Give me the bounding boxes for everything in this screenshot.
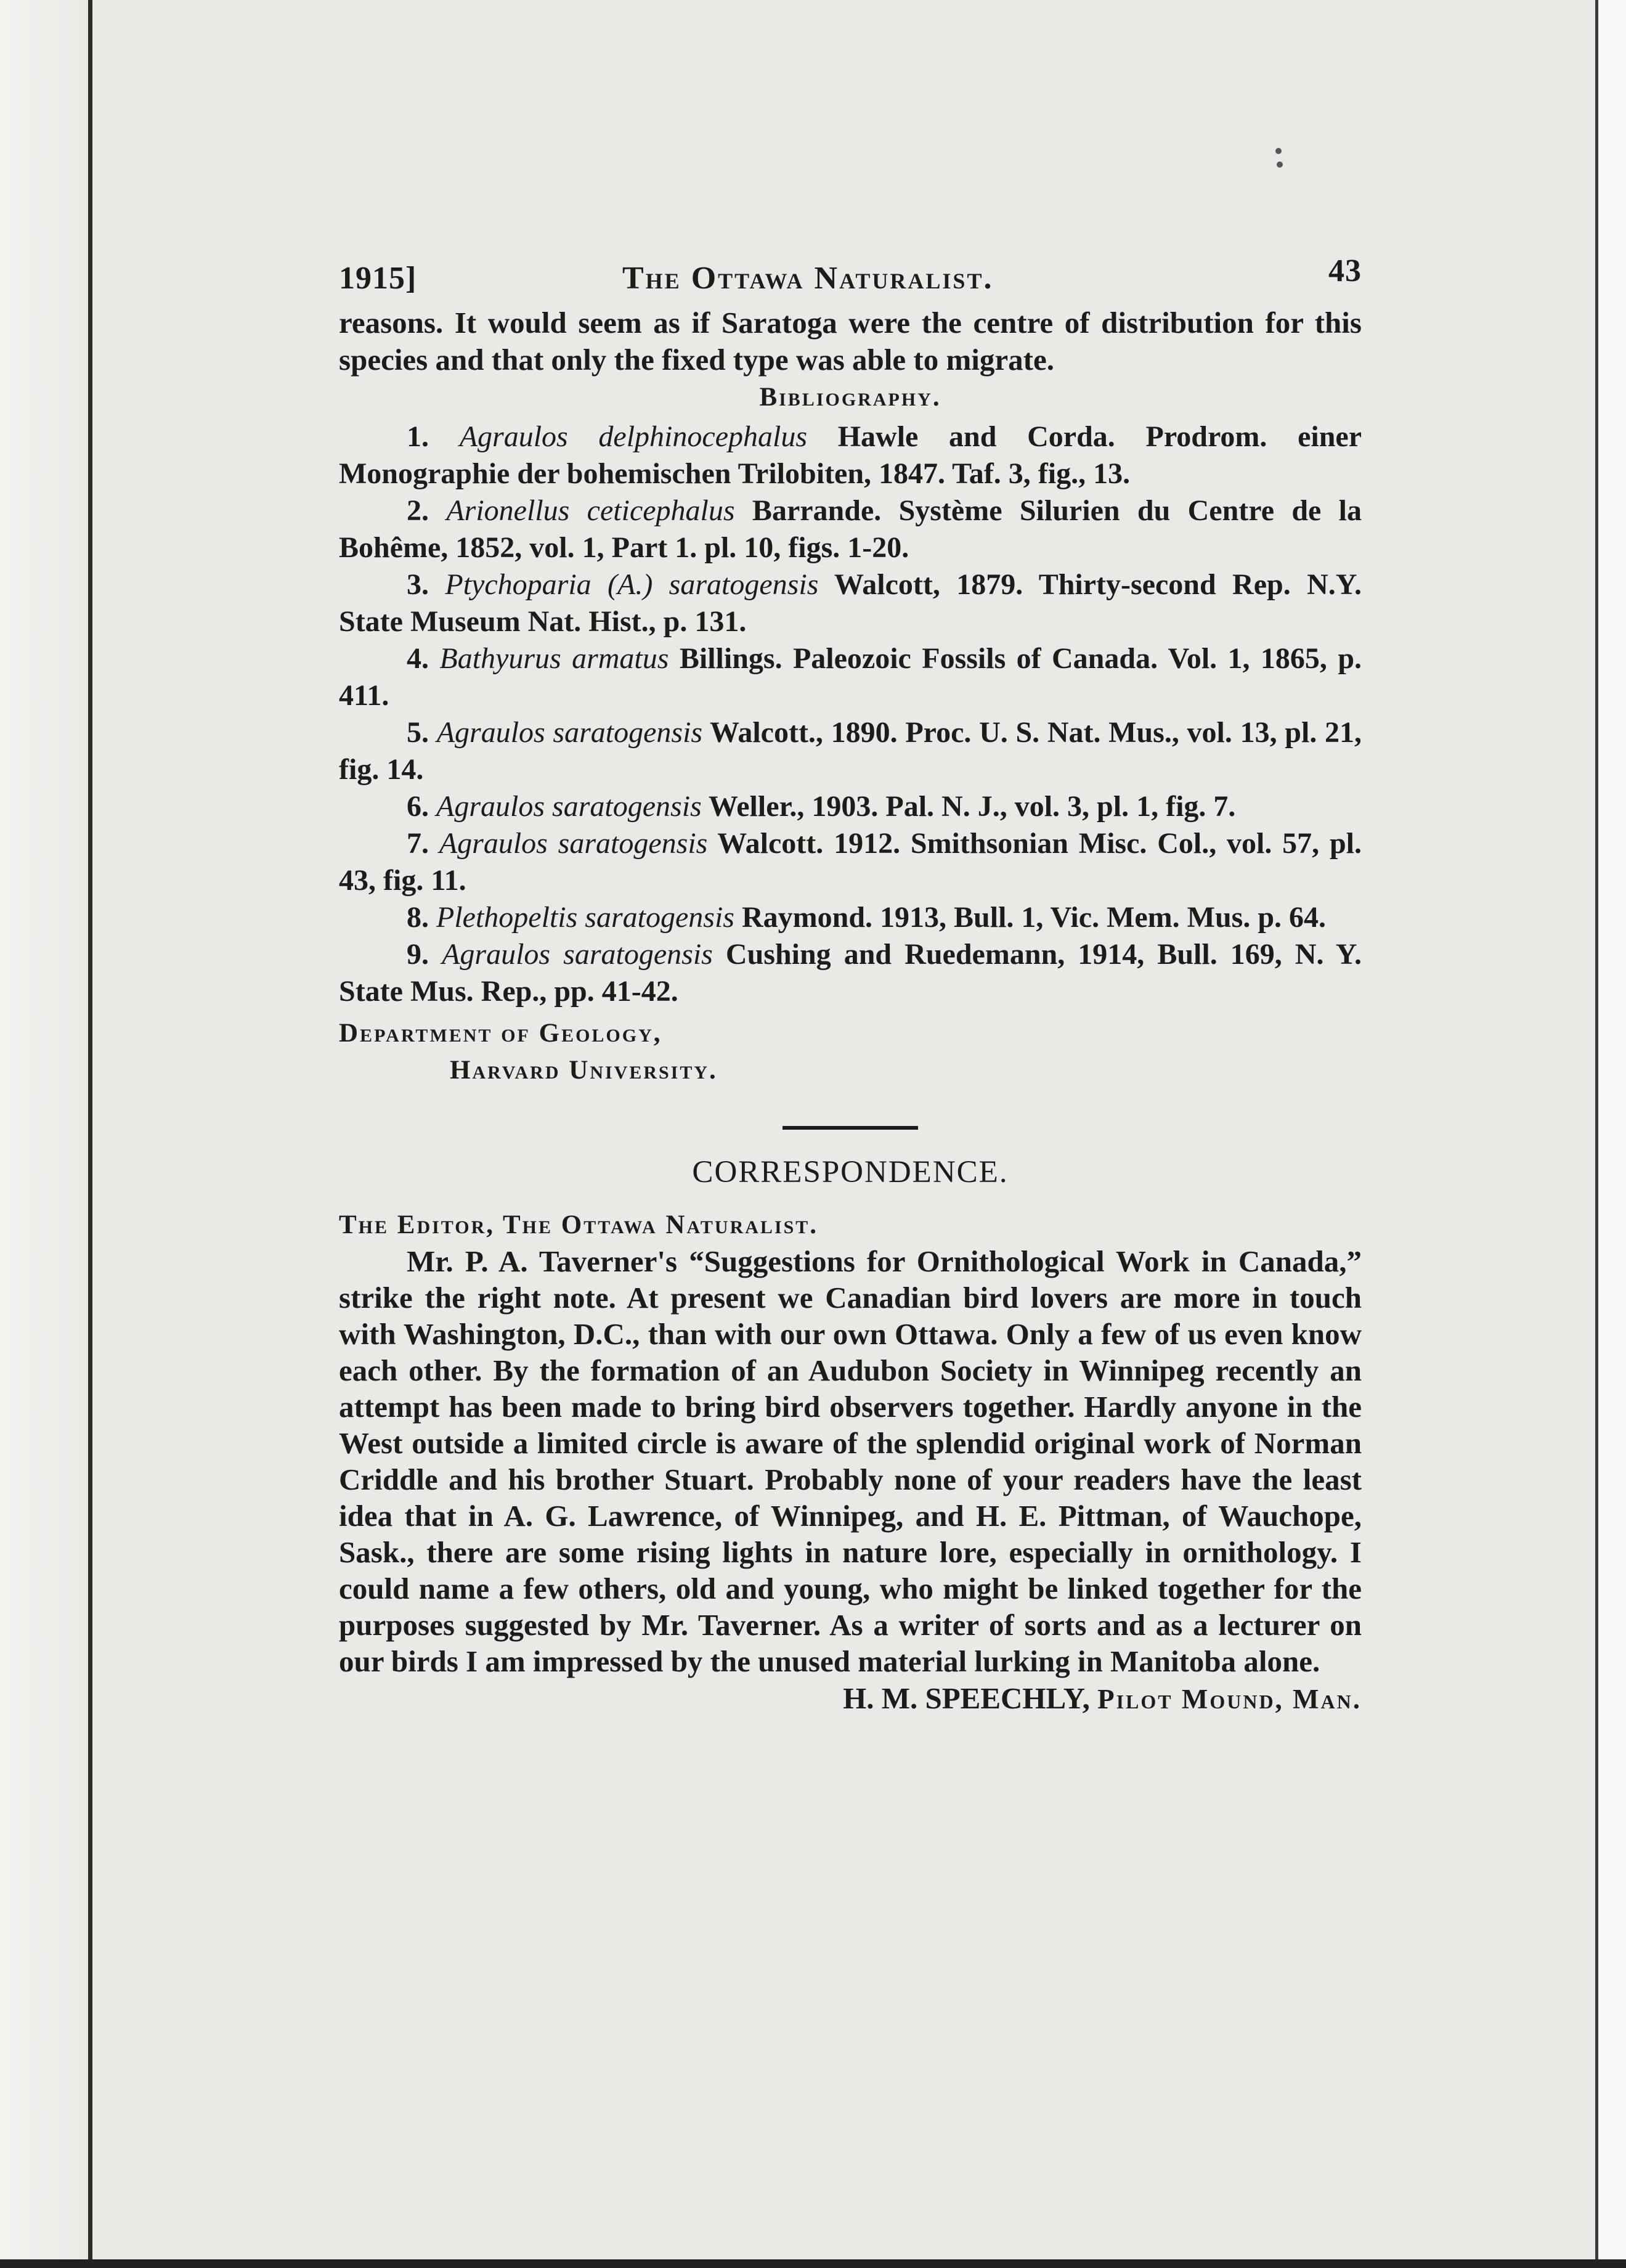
entry-citation: Cushing and Ruedemann, 1914, Bull. 169, N. Y. State Mus. Rep., pp. 41-42. [339, 938, 1362, 1008]
university-line: Harvard University. [450, 1056, 718, 1085]
entry-citation: Walcott. 1912. Smithsonian Misc. Col., vol. 57, pl. 43, fig. 11. [339, 827, 1362, 897]
journal-title: The Ottawa Naturalist. [622, 261, 994, 296]
scan-speck [1275, 148, 1282, 154]
entry-number: 2. [407, 494, 429, 527]
entry-citation: Weller., 1903. Pal. N. J., vol. 3, pl. 1, fig. 7. [708, 790, 1236, 823]
entry-taxon: Ptychoparia (A.) saratogensis [445, 568, 819, 601]
entry-citation: Walcott., 1890. Proc. U. S. Nat. Mus., vol. 13, pl. 21, fig. 14. [339, 716, 1362, 786]
entry-number: 7. [407, 827, 429, 860]
bibliography-heading: Bibliography. [759, 383, 941, 412]
entry-taxon: Agraulos delphinocephalus [459, 420, 808, 453]
entry-taxon: Agraulos saratogensis [439, 827, 708, 860]
bibliography-entry [339, 936, 1362, 1010]
entry-number: 3. [407, 568, 429, 601]
header-year: 1915] [339, 261, 417, 296]
entry-taxon: Agraulos saratogensis [436, 790, 702, 823]
entry-number: 9. [407, 938, 429, 971]
entry-citation: Raymond. 1913, Bull. 1, Vic. Mem. Mus. p. 64. [741, 901, 1327, 934]
bibliography-entry [339, 899, 1362, 936]
signature-place: Pilot Mound, Man. [1097, 1684, 1362, 1715]
signature-name: H. M. SPEECHLY, [843, 1681, 1090, 1715]
entry-number: 4. [407, 642, 429, 675]
bibliography-entry [339, 640, 1362, 714]
bibliography-list [339, 418, 1362, 1010]
page-number: 43 [1328, 253, 1362, 288]
page-left-margin [0, 0, 80, 2268]
letter-signature [339, 1679, 1362, 1718]
entry-taxon: Bathyurus armatus [439, 642, 669, 675]
section-divider [783, 1126, 918, 1130]
letter-salutation: The Editor, The Ottawa Naturalist. [339, 1210, 819, 1239]
page-right-border [1595, 0, 1626, 2268]
entry-number: 8. [407, 901, 429, 934]
entry-number: 1. [407, 420, 429, 453]
entry-number: 5. [407, 716, 429, 749]
binding-line [88, 0, 92, 2268]
entry-taxon: Arionellus ceticephalus [446, 494, 735, 527]
entry-citation: Billings. Paleozoic Fossils of Canada. Vol. 1, 1865, p. 411. [339, 642, 1362, 712]
entry-taxon: Agraulos saratogensis [436, 716, 703, 749]
entry-taxon: Agraulos saratogensis [442, 938, 713, 971]
correspondence-title: CORRESPONDENCE. [692, 1155, 1009, 1189]
letter-body: Mr. P. A. Taverner's “Suggestions for Ornithological Work in Canada,” strike the right note. At present we Canadian bird lovers are more in touch with Washington, D.C., than with our own Ottawa. Only a few of us even know each other. By the formation of an Audubon Society in Winnipeg recently an attempt has been made to bring bird observers together. Hardly anyone in the West outside a limited circle is aware of the splendid original work of Norman Criddle and his brother Stuart. Probably none of your readers have the least idea that in A. G. Lawrence, of Winnipeg, and H. E. Pittman, of Wauchope, Sask., there are some rising lights in nature lore, especially in ornithology. I could name a few others, old and young, who might be linked together for the purposes suggested by Mr. Taverner. As a writer of sorts and as a lecturer on our birds I am impressed by the unused material lurking in Manitoba alone. [339, 1244, 1362, 1678]
bibliography-entry [339, 566, 1362, 640]
entry-citation: Walcott, 1879. Thirty-second Rep. N.Y. State Museum Nat. Hist., p. 131. [339, 568, 1362, 638]
running-head [339, 253, 1362, 304]
bibliography-entry [339, 825, 1362, 899]
entry-citation: Barrande. Système Silurien du Centre de la Bohême, 1852, vol. 1, Part 1. pl. 10, figs. 1-20. [339, 494, 1362, 564]
entry-number: 6. [407, 790, 429, 823]
intro-paragraph: reasons. It would seem as if Saratoga were the centre of distribution for this species and that only the fixed type was able to migrate. [339, 306, 1362, 377]
entry-taxon: Plethopeltis saratogensis [436, 901, 734, 934]
page-content [339, 253, 1362, 1718]
department-line: Department of Geology, [339, 1019, 662, 1048]
bibliography-entry [339, 418, 1362, 492]
bibliography-entry [339, 492, 1362, 566]
entry-citation: Hawle and Corda. Prodrom. einer Monographie der bohemischen Trilobiten, 1847. Taf. 3, fig., 13. [339, 420, 1362, 490]
affiliation [339, 1015, 1362, 1089]
scan-speck [1277, 161, 1283, 168]
page-bottom-border [0, 2259, 1626, 2268]
bibliography-entry [339, 788, 1362, 825]
bibliography-entry [339, 714, 1362, 788]
